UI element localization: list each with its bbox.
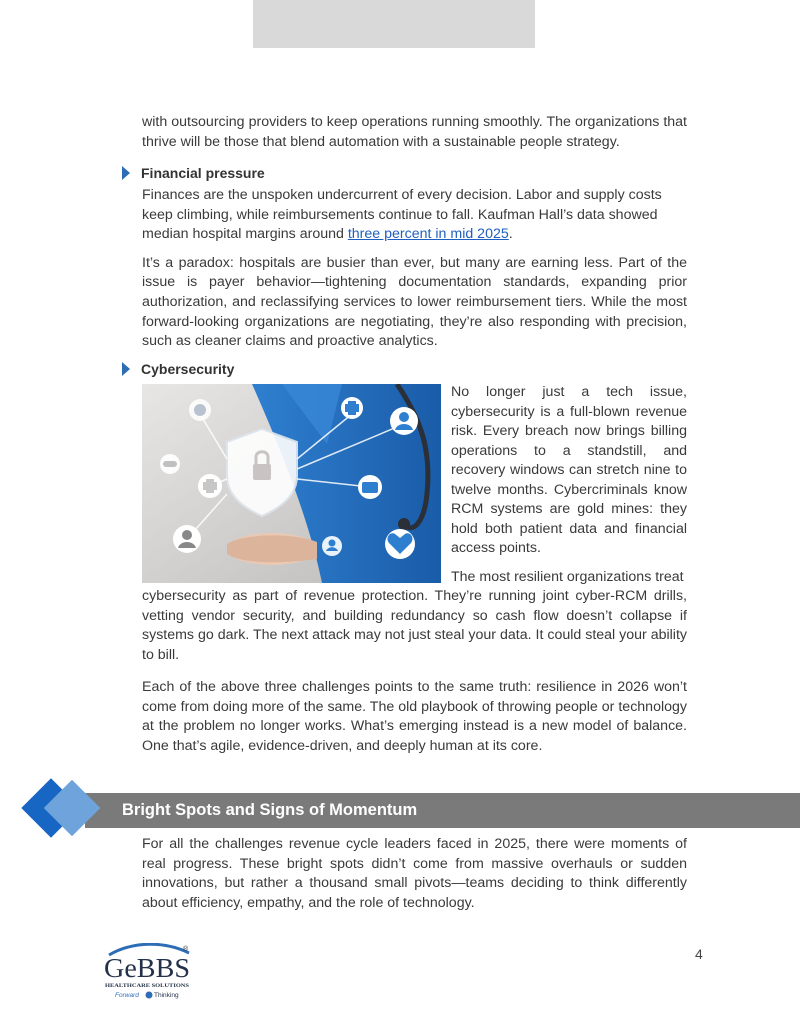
closing-paragraph: Each of the above three challenges points to the same truth: resilience in 2026 won’t come from doing more of the same. The old playbook of throwing people or technology at the problem no longer works. What’s emerging instead is a new model of balance. One that’s agile, evidence-driven, and deeply human at its core. — [142, 679, 687, 754]
section-title: Bright Spots and Signs of Momentum — [122, 801, 418, 819]
cybersecurity-paragraph-1: No longer just a tech issue, cybersecurity is a full-blown revenue risk. Every breach now brings billing operations to a standstill, and recovery windows can stretch nine to twelve months. Cybercriminals know RCM systems are gold mines: they hold both patient data and financial access points. — [451, 384, 687, 556]
cybersecurity-continued — [142, 587, 687, 665]
intro-paragraph: with outsourcing providers to keep operations running smoothly. The organizations that thrive will be those that blend automation with a sustainable people strategy. — [142, 114, 687, 150]
financial-pressure-heading: Financial pressure — [141, 165, 265, 181]
header-tab — [253, 0, 535, 48]
financial-paragraph-2: It’s a paradox: hospitals are busier than ever, but many are earning less. Part of the issue is payer behavior—tightening documentation standards, expanding prior authorization, and reclassifying services to lower reimbursement tiers. While the most forward-looking organizations are negotiating, they’re also responding with precision, such as cleaner claims and proactive analytics. — [142, 254, 687, 350]
financial-paragraph-1 — [142, 186, 687, 245]
kaufman-hall-link[interactable]: three percent in mid 2025 — [347, 226, 509, 243]
cybersecurity-heading: Cybersecurity — [141, 361, 235, 377]
closing-paragraph-container — [142, 678, 687, 756]
cybersecurity-text-right — [451, 383, 687, 587]
bright-spots-container — [142, 835, 687, 913]
logo-tag-forward: Forward — [115, 992, 139, 999]
cybersecurity-paragraph-2-start: The most resilient organizations treat — [451, 568, 684, 585]
bullet-triangle-icon — [122, 166, 130, 180]
gebbs-logo — [103, 943, 195, 1003]
intro-paragraph-container — [142, 113, 687, 152]
financial-text: Finances are the unspoken undercurrent of every decision. Labor and supply costs keep climbing, while reimbursements continue to fall. Kaufman Hall’s data showed median hospital margins around — [142, 187, 662, 243]
bullet-triangle-icon — [122, 362, 130, 376]
financial-section — [142, 186, 687, 352]
cybersecurity-photo — [142, 384, 441, 583]
logo-tag-thinking: Thinking — [154, 992, 179, 999]
logo-wordmark: GeBBS — [104, 953, 190, 983]
page-number: 4 — [695, 946, 703, 962]
cybersecurity-paragraph-2-rest: cybersecurity as part of revenue protection. They’re running joint cyber-RCM drills, vetting vendor security, and building redundancy so cash flow doesn’t collapse if systems go dark. The next attack may not just steal your data. It could steal your ability to bill. — [142, 588, 687, 663]
financial-text-end: . — [508, 226, 513, 243]
bright-spots-paragraph: For all the challenges revenue cycle leaders faced in 2025, there were moments of real progress. These bright spots didn’t come from massive overhauls or sudden innovations, but rather a thousand small pivots—teams deciding to think differently about efficiency, empathy, and the role of technology. — [142, 836, 687, 911]
logo-subtitle: HEALTHCARE SOLUTIONS — [105, 983, 189, 989]
logo-registered: ® — [183, 946, 189, 953]
